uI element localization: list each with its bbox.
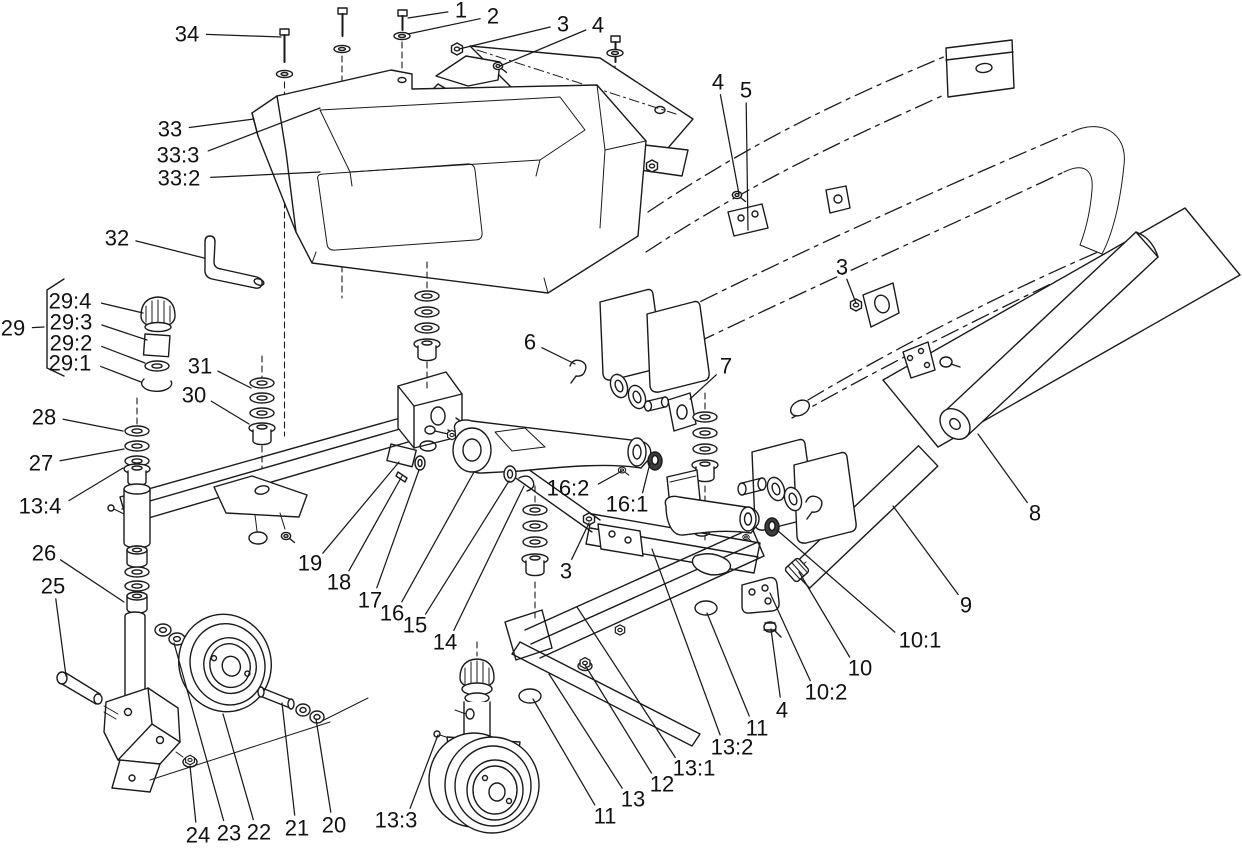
callout-3: 3 xyxy=(556,11,570,37)
washer xyxy=(155,624,171,636)
callout-30: 30 xyxy=(181,382,207,408)
leader-line-11 xyxy=(533,699,595,805)
pivot-pin xyxy=(645,397,669,411)
callout-23: 23 xyxy=(216,820,242,846)
callout-2: 2 xyxy=(486,3,500,29)
callout-27: 27 xyxy=(28,450,54,476)
leader-line-8 xyxy=(978,434,1027,503)
callout-22: 22 xyxy=(246,819,272,845)
callout-16:1: 16:1 xyxy=(605,491,649,517)
callout-10:2: 10:2 xyxy=(804,679,848,705)
callout-29:3: 29:3 xyxy=(49,309,93,335)
callout-5: 5 xyxy=(739,77,753,103)
leader-line-32 xyxy=(136,241,204,258)
deck-cover xyxy=(252,70,646,293)
leader-line-28 xyxy=(63,419,123,431)
leader-line-15 xyxy=(426,481,509,614)
callout-29: 29 xyxy=(0,315,26,341)
callout-13:4: 13:4 xyxy=(18,493,62,519)
leader-line-6 xyxy=(542,348,575,364)
flange-nut xyxy=(578,658,592,671)
callout-13:1: 13:1 xyxy=(672,755,716,781)
retaining-clip xyxy=(519,476,534,491)
leader-line-31 xyxy=(218,371,251,388)
callout-33:3: 33:3 xyxy=(156,142,200,168)
callout-4: 4 xyxy=(591,12,605,38)
callout-24: 24 xyxy=(185,822,211,848)
leader-line-17 xyxy=(377,470,419,588)
frame-bolt xyxy=(764,622,781,637)
leader-line-26 xyxy=(61,560,125,602)
thrust-washer xyxy=(415,456,425,470)
leader-line-21 xyxy=(282,703,295,815)
callout-16: 16 xyxy=(379,600,405,626)
leader-line-12 xyxy=(585,665,652,773)
callout-13:3: 13:3 xyxy=(374,807,418,833)
leader-line-4 xyxy=(720,95,739,194)
leader-line-4 xyxy=(771,629,780,697)
thrust-washer xyxy=(504,466,516,482)
callout-14: 14 xyxy=(432,629,458,655)
callout-11: 11 xyxy=(745,715,769,741)
callout-29:1: 29:1 xyxy=(48,350,92,376)
leader-line-13:1 xyxy=(577,607,675,758)
hitch-receiver xyxy=(946,40,1014,97)
caster-assembly xyxy=(429,642,539,833)
locknut xyxy=(176,752,197,767)
callout-7: 7 xyxy=(719,353,733,379)
idler-arm-left xyxy=(387,420,662,491)
leader-line-13:2 xyxy=(652,549,720,735)
leader-line-29:2 xyxy=(102,346,145,363)
knob-spring xyxy=(144,334,170,357)
callout-1: 1 xyxy=(454,0,468,23)
callout-10:1: 10:1 xyxy=(898,627,942,653)
washer xyxy=(296,704,310,716)
leader-line-22 xyxy=(223,714,253,820)
leader-line-19 xyxy=(323,462,399,553)
hairpin-handle xyxy=(205,236,265,288)
leader-line-16 xyxy=(402,472,474,602)
callout-28: 28 xyxy=(31,404,57,430)
gauge-wheel-assembly xyxy=(150,602,368,780)
callout-34: 34 xyxy=(174,21,200,47)
callout-33: 33 xyxy=(157,116,183,142)
caster-spindle-tube xyxy=(125,612,145,700)
caster-wheel xyxy=(429,733,539,833)
leader-line-29:4 xyxy=(101,303,143,313)
callout-21: 21 xyxy=(284,815,310,841)
callout-8: 8 xyxy=(1028,500,1042,526)
leader-line-16:1 xyxy=(643,463,650,493)
o-ring xyxy=(695,601,717,615)
callout-11: 11 xyxy=(593,803,617,829)
mount-bracket-right xyxy=(728,186,960,378)
callout-9: 9 xyxy=(959,592,973,618)
callout-3: 3 xyxy=(559,558,573,584)
callout-20: 20 xyxy=(321,812,347,838)
callout-6: 6 xyxy=(523,329,537,355)
leader-line-29:1 xyxy=(101,366,141,382)
o-ring xyxy=(249,532,267,544)
leader-line-13:4 xyxy=(69,468,123,501)
callout-25: 25 xyxy=(40,573,66,599)
leader-line-9 xyxy=(893,506,958,595)
callout-32: 32 xyxy=(104,225,130,251)
link-plate xyxy=(742,578,779,614)
callout-4: 4 xyxy=(711,69,725,95)
hanger-plate xyxy=(214,476,307,544)
callout-12: 12 xyxy=(649,771,675,797)
leader-line-2 xyxy=(408,19,480,34)
callout-33:2: 33:2 xyxy=(157,165,201,191)
axle-bolt xyxy=(258,687,294,709)
o-ring xyxy=(519,689,541,703)
callout-15: 15 xyxy=(402,612,428,638)
leader-line-33 xyxy=(189,119,254,128)
arm-bushing xyxy=(765,518,779,536)
leader-line-30 xyxy=(211,401,249,424)
leader-line-25 xyxy=(56,599,66,676)
knob xyxy=(141,297,175,332)
callout-18: 18 xyxy=(326,569,352,595)
leader-line-10 xyxy=(799,572,850,657)
callout-29:2: 29:2 xyxy=(49,330,93,356)
leader-line-3 xyxy=(459,27,550,49)
grease-zerk xyxy=(108,505,114,511)
spindle-column-left xyxy=(108,398,150,700)
leader-line-11 xyxy=(707,613,749,716)
callout-10: 10 xyxy=(847,655,873,681)
spindle-housing xyxy=(108,484,150,548)
snap-ring xyxy=(142,379,172,391)
spring-plug xyxy=(784,557,809,582)
leader-line-3 xyxy=(847,279,856,303)
leader-line-14 xyxy=(454,486,524,630)
leader-line-1 xyxy=(408,12,448,18)
caster-knob xyxy=(460,659,494,703)
leader-line-24 xyxy=(190,766,196,822)
callout-26: 26 xyxy=(31,540,57,566)
leader-line-16:2 xyxy=(598,471,622,484)
callout-13:2: 13:2 xyxy=(710,734,754,760)
callout-31: 31 xyxy=(187,353,213,379)
callout-29:4: 29:4 xyxy=(48,288,92,314)
arm-bushing xyxy=(648,452,662,470)
callout-3: 3 xyxy=(835,254,849,280)
callout-13: 13 xyxy=(620,786,646,812)
leader-line-20 xyxy=(316,719,331,812)
leader-line-29 xyxy=(32,327,44,328)
gauge-wheel xyxy=(166,602,284,724)
callout-17: 17 xyxy=(357,587,383,613)
callout-4: 4 xyxy=(775,697,789,723)
callout-16:2: 16:2 xyxy=(546,475,590,501)
callout-19: 19 xyxy=(297,550,323,576)
leader-line-34 xyxy=(206,34,281,37)
leader-line-29:3 xyxy=(102,325,147,340)
leader-line-27 xyxy=(60,449,124,461)
